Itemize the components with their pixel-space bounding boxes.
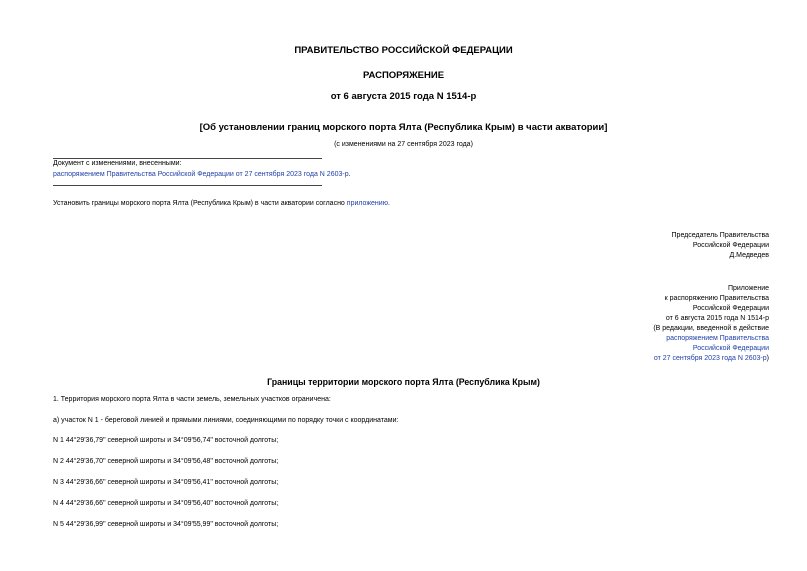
appendix-link-2[interactable]: Российской Федерации (692, 345, 769, 352)
main-period: . (387, 200, 390, 207)
changes-intro: Документ с изменениями, внесенными: (53, 160, 182, 167)
appendix-line-4: от 6 августа 2015 года N 1514-р (665, 315, 769, 322)
doc-type: РАСПОРЯЖЕНИЕ (362, 70, 445, 81)
appendix-close-paren: ) (766, 355, 769, 362)
appendix-line-1: Приложение (727, 285, 769, 292)
point-item-1: N 1 44°29'36,79" северной широты и 34°09'56,74" восточной долготы; (53, 437, 279, 444)
org-name: ПРАВИТЕЛЬСТВО РОССИЙСКОЙ ФЕДЕРАЦИИ (294, 45, 513, 56)
appendix-line-5: (В редакции, введенной в действие (653, 325, 769, 332)
section-paragraph-1: 1. Территория морского порта Ялта в части земель, земельных участков ограничена: (53, 396, 331, 403)
changes-line (53, 171, 351, 178)
changes-link[interactable]: распоряжением Правительства Российской Федерации от 27 сентября 2023 года N 2603-р (53, 171, 349, 178)
doc-date-number: от 6 августа 2015 года N 1514-р (330, 91, 477, 102)
changes-bottom-rule (53, 185, 322, 186)
appendix-link[interactable]: приложению (346, 200, 388, 207)
appendix-line-2: к распоряжению Правительства (664, 295, 769, 302)
doc-title: [Об установлении границ морского порта Ялта (Республика Крым) в части акватории] (199, 122, 608, 133)
appendix-link-1[interactable]: распоряжением Правительства (666, 335, 769, 342)
changes-period: . (348, 171, 351, 178)
main-text: Установить границы морского порта Ялта (Республика Крым) в части акватории согласно (53, 200, 347, 207)
point-item-3: N 3 44°29'36,66" северной широты и 34°09'56,41" восточной долготы; (53, 479, 279, 486)
signature-name: Д.Медведев (729, 252, 769, 259)
appendix-line-3: Российской Федерации (692, 305, 769, 312)
signature-line-2: Российской Федерации (692, 242, 769, 249)
signature-line-1: Председатель Правительства (671, 232, 769, 239)
point-item-4: N 4 44°29'36,66" северной широты и 34°09'56,40" восточной долготы; (53, 500, 279, 507)
revision-note: (с изменениями на 27 сентября 2023 года) (334, 141, 473, 148)
appendix-link-3[interactable]: от 27 сентября 2023 года N 2603-р (653, 355, 767, 362)
section-paragraph-2: а) участок N 1 - береговой линией и прямыми линиями, соединяющими по порядку точки с координатами: (53, 417, 399, 424)
main-paragraph (53, 200, 390, 207)
changes-top-rule (53, 158, 322, 159)
appendix-line-7 (654, 355, 769, 362)
point-item-5: N 5 44°29'36,99" северной широты и 34°09'55,99" восточной долготы; (53, 521, 279, 528)
point-item-2: N 2 44°29'36,70" северной широты и 34°09'56,48" восточной долготы; (53, 458, 279, 465)
section-title: Границы территории морского порта Ялта (Республика Крым) (267, 377, 540, 387)
